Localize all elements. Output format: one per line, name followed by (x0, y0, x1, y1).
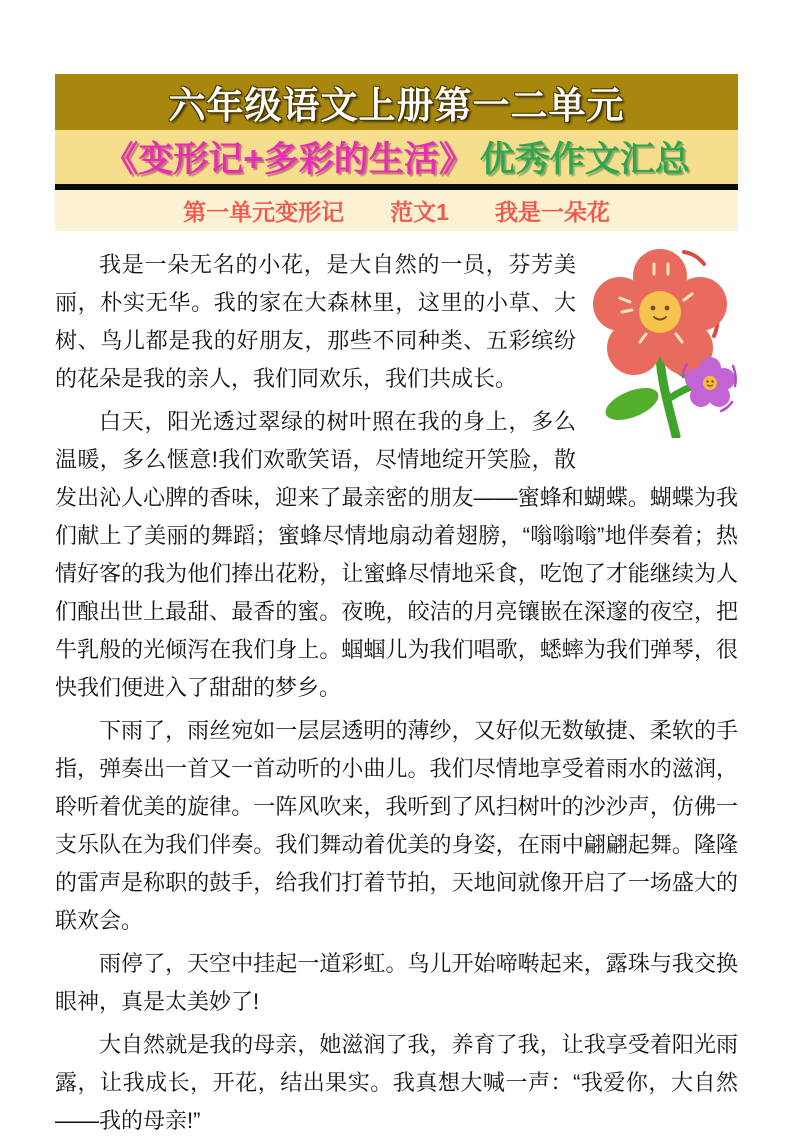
title-banner (55, 74, 738, 130)
flower-illustration (588, 246, 738, 438)
essay-paragraph: 雨停了，天空中挂起一道彩虹。鸟儿开始啼啭起来，露珠与我交换眼神，真是太美妙了! (55, 951, 738, 1014)
essay-paragraph: 白天，阳光透过翠绿的树叶照在我的身上，多么温暖，多么惬意!我们欢歌笑语，尽情地绽开笑脸，散发出沁人心脾的香味，迎来了最亲密的朋友——蜜蜂和蝴蝶。蝴蝶为我们献上了美丽的舞蹈；蜜蜂尽情地扇动着翅膀，“嗡嗡嗡”地伴奏着；热情好客的我为他们捧出花粉，让蜜蜂尽情地采食，吃饱了才能继续为人们酿出世上最甜、最香的蜜。夜晚，皎洁的月亮镶嵌在深邃的夜空，把牛乳般的光倾泻在我们身上。蝈蝈儿为我们唱歌，蟋蟀为我们弹琴，很快我们便进入了甜甜的梦乡。 (55, 409, 738, 700)
subtitle-collection-label: 优秀作文汇总 (479, 140, 690, 179)
essay-paragraph: 下雨了，雨丝宛如一层层透明的薄纱，又好似无数敏捷、柔软的手指，弹奏出一首又一首动听的小曲儿。我们尽情地享受着雨水的滋润，聆听着优美的旋律。一阵风吹来，我听到了风扫树叶的沙沙声，仿佛一支乐队在为我们伴奏。我们舞动着优美的身姿，在雨中翩翩起舞。隆隆的雷声是称职的鼓手，给我们打着节拍，天地间就像开启了一场盛大的联欢会。 (55, 718, 738, 933)
title-banner-text: 六年级语文上册第一二单元 (168, 85, 625, 126)
essay-paragraph: 大自然就是我的母亲，她滋润了我，养育了我，让我享受着阳光雨露，让我成长，开花，结出果实。我真想大喊一声：“我爱你，大自然——我的母亲!” (55, 1032, 738, 1133)
smiling-flowers-icon (588, 246, 738, 438)
essay-body (55, 246, 738, 1140)
essay-paragraph: 我是一朵无名的小花，是大自然的一员，芬芳美丽，朴实无华。我的家在大森林里，这里的小草、大树、鸟儿都是我的好朋友，那些不同种类、五彩缤纷的花朵是我的亲人，我们同欢乐，我们共成长。 (55, 252, 576, 391)
subtitle-book-names: 《变形记+多彩的生活》 (103, 140, 474, 179)
section-header-text: 第一单元变形记 范文1 我是一朵花 (183, 199, 610, 225)
subtitle-banner (55, 130, 738, 184)
section-header-bar (55, 190, 738, 231)
